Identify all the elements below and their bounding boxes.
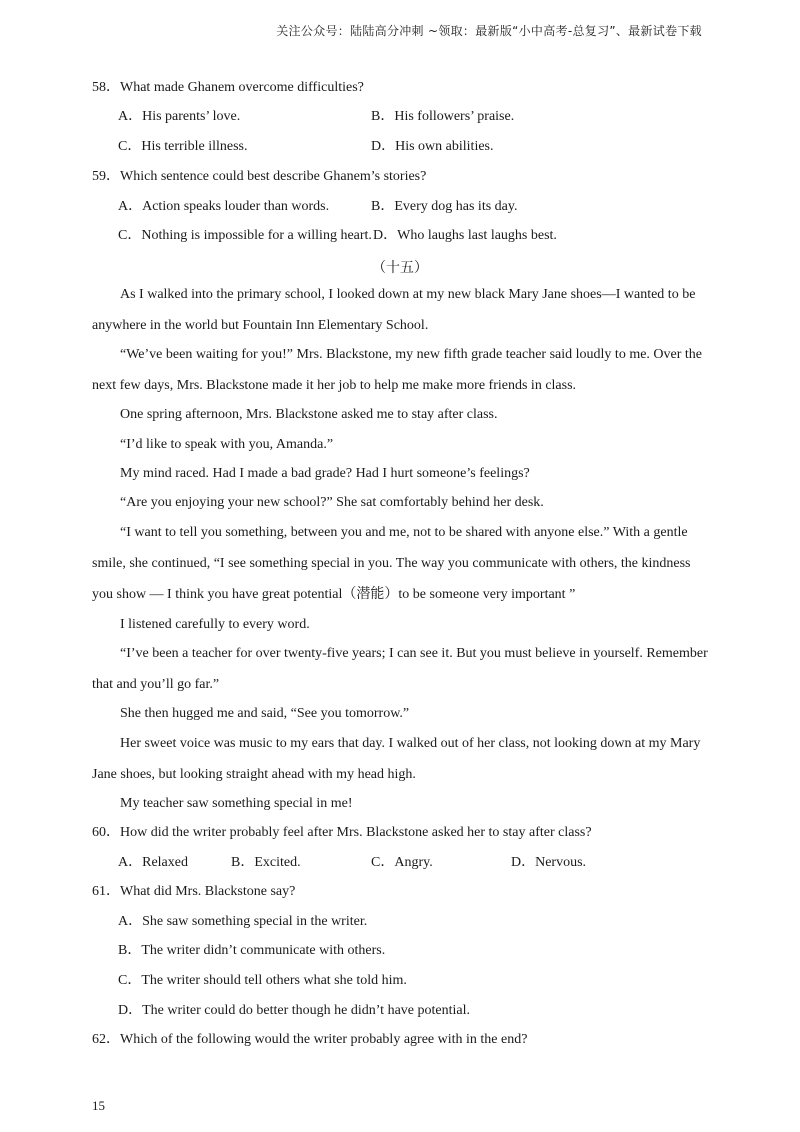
passage-line: “Are you enjoying your new school?” She sat comfortably behind her desk. xyxy=(120,495,544,510)
passage-line: “We’ve been waiting for you!” Mrs. Blackstone, my new fifth grade teacher said loudly to me. Over the xyxy=(120,347,703,362)
passage-line: you show — I think you have great potential（潜能）to be someone very important ” xyxy=(92,587,576,602)
page-header: 关注公众号：陆陆高分冲刺 ~领取：最新版“小中高考-总复习”、最新试卷下载 xyxy=(276,24,702,38)
section-title: （十五） xyxy=(372,261,428,276)
question-59-option-a: A．Action speaks louder than words. xyxy=(118,199,330,214)
question-58-option-c: C．His terrible illness. xyxy=(118,139,248,154)
passage-line: “I want to tell you something, between you and me, not to be shared with anyone else.” With a gentle xyxy=(120,525,688,540)
passage-line: next few days, Mrs. Blackstone made it her job to help me make more friends in class. xyxy=(92,378,577,393)
question-59-option-d: D．Who laughs last laughs best. xyxy=(373,228,557,243)
question-60-option-b: B．Excited. xyxy=(231,855,301,870)
question-61-option-d: D．The writer could do better though he didn’t have potential. xyxy=(118,1003,470,1018)
question-58-option-d: D．His own abilities. xyxy=(371,139,494,154)
passage-line: that and you’ll go far.” xyxy=(92,677,220,692)
passage-line: Her sweet voice was music to my ears that day. I walked out of her class, not looking down at my Mary xyxy=(120,736,701,751)
passage-line: My teacher saw something special in me! xyxy=(120,796,353,811)
question-60-option-a: A．Relaxed xyxy=(118,855,188,870)
passage-line: One spring afternoon, Mrs. Blackstone asked me to stay after class. xyxy=(120,407,498,422)
passage-line: smile, she continued, “I see something special in you. The way you communicate with others, the kindness xyxy=(92,556,691,571)
passage-line: anywhere in the world but Fountain Inn Elementary School. xyxy=(92,318,429,333)
question-60-option-c: C．Angry. xyxy=(371,855,433,870)
passage-line: Jane shoes, but looking straight ahead with my head high. xyxy=(92,767,416,782)
question-59-option-b: B．Every dog has its day. xyxy=(371,199,518,214)
question-58-option-b: B．His followers’ praise. xyxy=(371,109,515,124)
question-58-option-a: A．His parents’ love. xyxy=(118,109,241,124)
passage-line: My mind raced. Had I made a bad grade? Had I hurt someone’s feelings? xyxy=(120,466,530,481)
question-61-option-a: A．She saw something special in the writer. xyxy=(118,914,368,929)
passage-line: As I walked into the primary school, I looked down at my new black Mary Jane shoes—I wanted to be xyxy=(120,287,696,302)
question-60-option-d: D．Nervous. xyxy=(511,855,587,870)
question-59-option-c: C．Nothing is impossible for a willing heart. xyxy=(118,228,372,243)
question-59-stem: 59．Which sentence could best describe Ghanem’s stories? xyxy=(92,169,427,184)
passage-line: “I’d like to speak with you, Amanda.” xyxy=(120,437,334,452)
passage-line: “I’ve been a teacher for over twenty-five years; I can see it. But you must believe in yourself. Remember xyxy=(120,646,708,661)
question-61-option-c: C．The writer should tell others what she told him. xyxy=(118,973,407,988)
question-62-stem: 62．Which of the following would the writer probably agree with in the end? xyxy=(92,1032,528,1047)
page-number: 15 xyxy=(92,1098,105,1113)
question-58-stem: 58．What made Ghanem overcome difficulties? xyxy=(92,80,364,95)
passage-line: She then hugged me and said, “See you tomorrow.” xyxy=(120,706,410,721)
question-60-stem: 60．How did the writer probably feel after Mrs. Blackstone asked her to stay after class? xyxy=(92,825,592,840)
passage-line: I listened carefully to every word. xyxy=(120,617,310,632)
question-61-stem: 61．What did Mrs. Blackstone say? xyxy=(92,884,296,899)
question-61-option-b: B．The writer didn’t communicate with others. xyxy=(118,943,386,958)
